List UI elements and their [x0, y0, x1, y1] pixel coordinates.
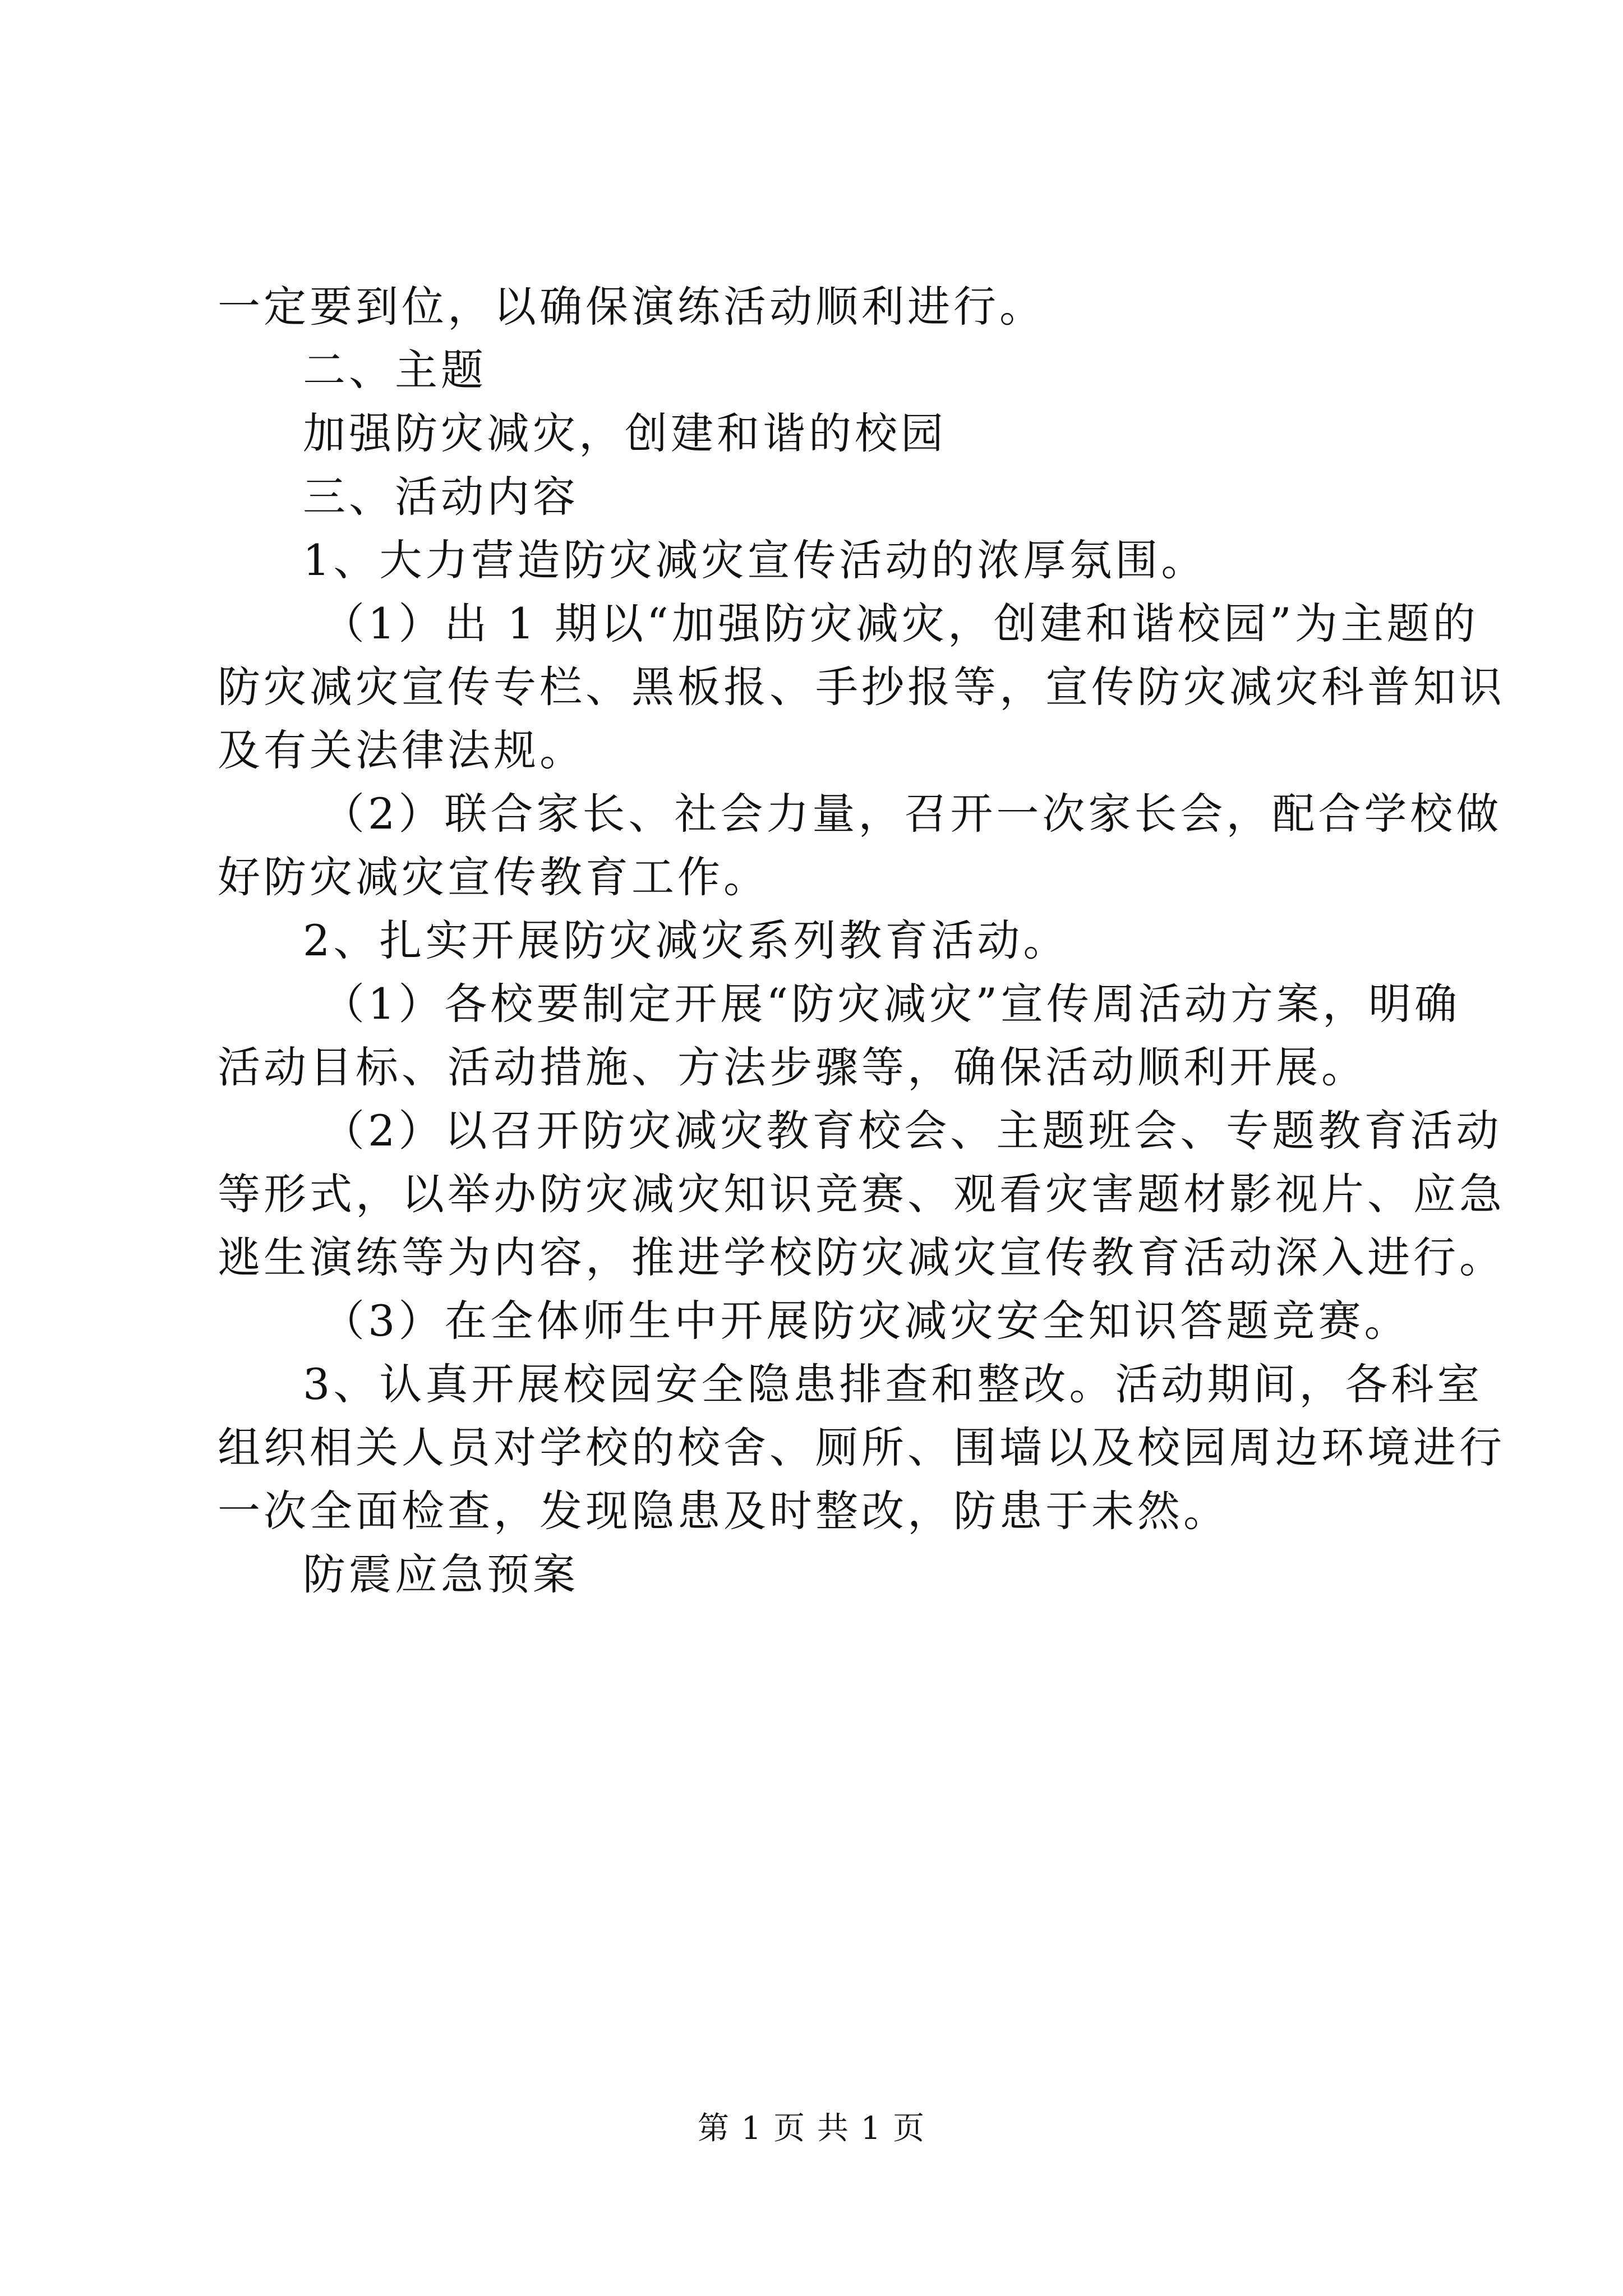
text-line: 加强防灾减灾，创建和谐的校园 — [303, 408, 947, 458]
text-line: 防震应急预案 — [303, 1549, 579, 1599]
text-line: 逃生演练等为内容，推进学校防灾减灾宣传教育活动深入进行。 — [218, 1232, 1505, 1282]
text-line: （2）以召开防灾减灾教育校会、主题班会、专题教育活动 — [322, 1106, 1502, 1156]
text-line: （1）出 1 期以“加强防灾减灾，创建和谐校园”为主题的 — [322, 599, 1479, 648]
section-heading: 二、主题 — [303, 345, 487, 395]
text-line: 组织相关人员对学校的校舍、厕所、围墙以及校园周边环境进行 — [218, 1423, 1505, 1473]
text-line: 防灾减灾宣传专栏、黑板报、手抄报等，宣传防灾减灾科普知识 — [218, 662, 1505, 712]
text-line: 等形式，以举办防灾减灾知识竞赛、观看灾害题材影视片、应急 — [218, 1169, 1505, 1219]
text-line: 活动目标、活动措施、方法步骤等，确保活动顺利开展。 — [218, 1042, 1367, 1092]
document-body — [218, 275, 1505, 1606]
text-line: 好防灾减灾宣传教育工作。 — [218, 852, 769, 902]
page-footer — [0, 2109, 1623, 2148]
text-line: 一次全面检查，发现隐患及时整改，防患于未然。 — [218, 1486, 1229, 1536]
page-number-label: 第 1 页 共 1 页 — [697, 2110, 926, 2147]
text-line: （1）各校要制定开展“防灾减灾”宣传周活动方案，明确 — [322, 979, 1461, 1029]
text-line: 一定要到位，以确保演练活动顺利进行。 — [218, 282, 1045, 332]
section-heading: 三、活动内容 — [303, 472, 579, 522]
text-line: （2）联合家长、社会力量，召开一次家长会，配合学校做 — [322, 789, 1502, 839]
text-line: 3、认真开展校园安全隐患排查和整改。活动期间，各科室 — [303, 1359, 1483, 1409]
text-line: 1、大力营造防灾减灾宣传活动的浓厚氛围。 — [303, 535, 1207, 585]
text-line: 2、扎实开展防灾减灾系列教育活动。 — [303, 915, 1069, 965]
text-line: 及有关法律法规。 — [218, 725, 585, 775]
text-line: （3）在全体师生中开展防灾减灾安全知识答题竞赛。 — [322, 1296, 1410, 1346]
